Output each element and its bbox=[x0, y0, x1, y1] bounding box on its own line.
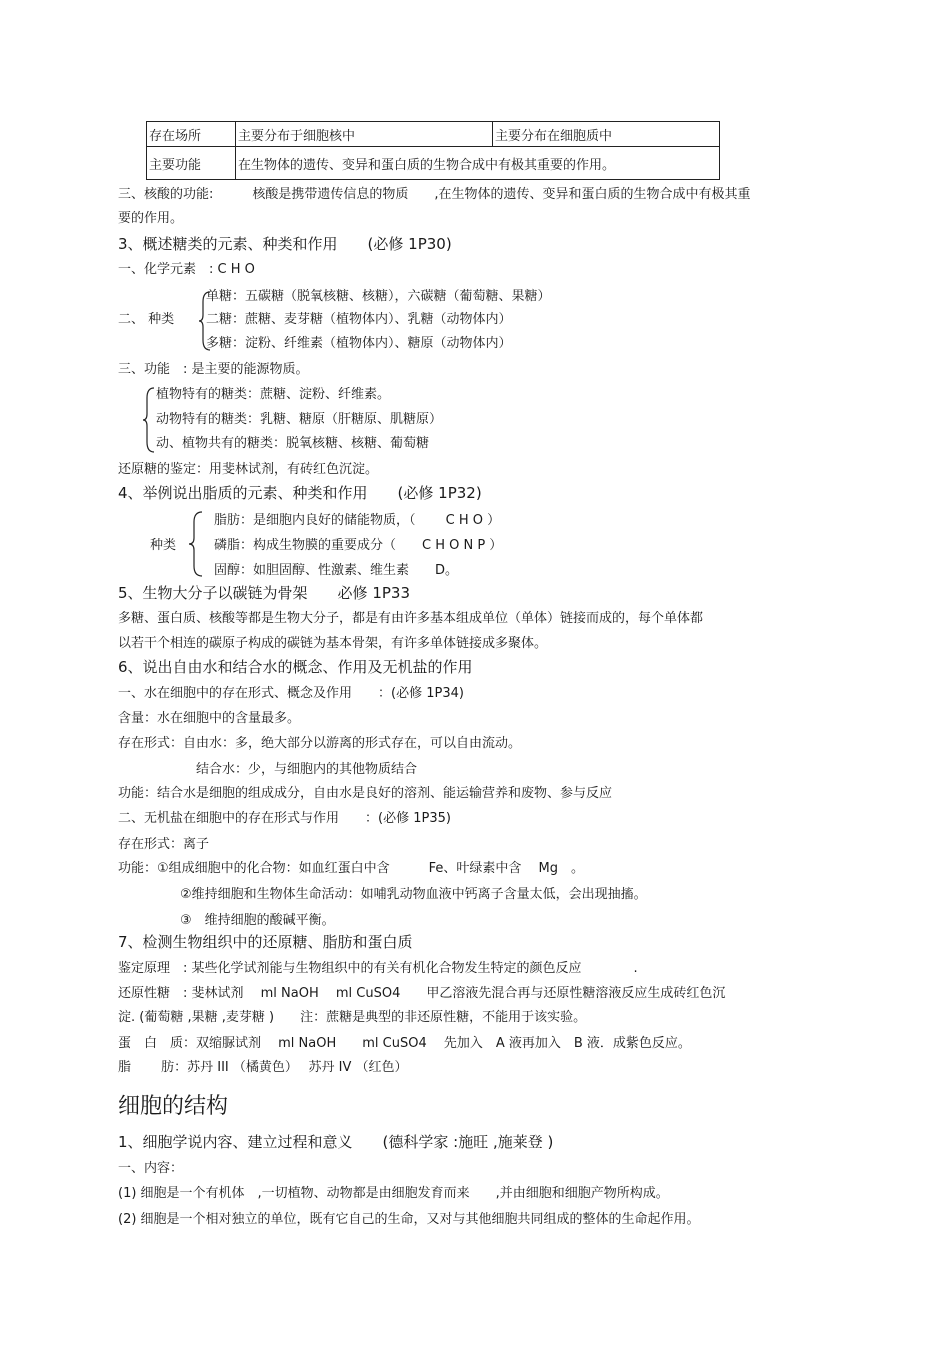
section-heading: 1、细胞学说内容、建立过程和意义 (德科学家 :施旺 ,施莱登 ) bbox=[118, 1133, 554, 1151]
text-line: 二、 种类 bbox=[118, 312, 175, 327]
text-line: 还原性糖 : 斐林试剂 ml NaOH ml CuSO4 甲乙溶液先混合再与还原性糖溶液反应生成砖红色沉 bbox=[118, 986, 726, 1001]
brace-icon bbox=[142, 386, 156, 454]
section-heading: 5、生物大分子以碳链为骨架 必修 1P33 bbox=[118, 584, 410, 602]
text-line: 单糖：五碳糖（脱氧核糖、核糖），六碳糖（葡萄糖、果糖） bbox=[206, 289, 551, 304]
brace-icon bbox=[188, 510, 204, 578]
table-cell: 在生物体的遗传、变异和蛋白质的生物合成中有极其重要的作用。 bbox=[236, 147, 720, 180]
section-heading: 4、举例说出脂质的元素、种类和作用 (必修 1P32) bbox=[118, 484, 482, 502]
text-line: 鉴定原理 : 某些化学试剂能与生物组织中的有关有机化合物发生特定的颜色反应 . bbox=[118, 961, 638, 976]
text-line: 存在形式：自由水：多，绝大部分以游离的形式存在，可以自由流动。 bbox=[118, 736, 522, 751]
section-heading: 6、说出自由水和结合水的概念、作用及无机盐的作用 bbox=[118, 658, 473, 676]
text-line: 固醇：如胆固醇、性激素、维生素 D。 bbox=[214, 563, 459, 578]
text-line: ③ 维持细胞的酸碱平衡。 bbox=[180, 913, 335, 928]
table-cell: 主要功能 bbox=[147, 147, 236, 180]
table-cell: 存在场所 bbox=[147, 122, 236, 147]
text-line: 一、水在细胞中的存在形式、概念及作用 ：(必修 1P34) bbox=[118, 686, 464, 701]
text-line: 三、核酸的功能: 核酸是携带遗传信息的物质 ,在生物体的遗传、变异和蛋白质的生物合成中有极其重 bbox=[118, 187, 751, 202]
text-line: 功能：①组成细胞中的化合物：如血红蛋白中含 Fe、叶绿素中含 Mg 。 bbox=[118, 861, 585, 876]
text-line: 动、植物共有的糖类：脱氧核糖、核糖、葡萄糖 bbox=[156, 436, 430, 451]
text-line: 一、化学元素 : C H O bbox=[118, 262, 255, 277]
text-line: ②维持细胞和生物体生命活动：如哺乳动物血液中钙离子含量太低，会出现抽搐。 bbox=[180, 887, 647, 902]
section-heading: 7、检测生物组织中的还原糖、脂肪和蛋白质 bbox=[118, 933, 413, 951]
text-line: 要的作用。 bbox=[118, 211, 184, 226]
text-line: (2) 细胞是一个相对独立的单位，既有它自己的生命，又对与其他细胞共同组成的整体的生命起作用。 bbox=[118, 1212, 700, 1227]
text-line: 功能：结合水是细胞的组成成分，自由水是良好的溶剂、能运输营养和废物、参与反应 bbox=[118, 786, 613, 801]
text-line: 磷脂：构成生物膜的重要成分（ C H O N P ） bbox=[214, 538, 503, 553]
text-line: (1) 细胞是一个有机体 ,一切植物、动物都是由细胞发育而来 ,并由细胞和细胞产物所构成。 bbox=[118, 1186, 669, 1201]
table-cell: 主要分布于细胞核中 bbox=[236, 122, 493, 147]
text-line: 以若干个相连的碳原子构成的碳链为基本骨架，有许多单体链接成多聚体。 bbox=[118, 636, 548, 651]
text-line: 脂肪：是细胞内良好的储能物质，（ C H O ） bbox=[214, 513, 501, 528]
text-line: 多糖、蛋白质、核酸等都是生物大分子，都是有由许多基本组成单位（单体）链接而成的，每个单体都 bbox=[118, 611, 704, 626]
text-line: 淀. (葡萄糖 ,果糖 ,麦芽糖 ) 注：蔗糖是典型的非还原性糖，不能用于该实验。 bbox=[118, 1010, 587, 1025]
chapter-title: 细胞的结构 bbox=[118, 1094, 229, 1119]
text-line: 存在形式：离子 bbox=[118, 837, 210, 852]
text-line: 脂 肪：苏丹 III （橘黄色） 苏丹 IV （红色） bbox=[118, 1060, 408, 1075]
text-line: 三、功能 : 是主要的能源物质。 bbox=[118, 362, 309, 377]
section-heading: 3、概述糖类的元素、种类和作用 (必修 1P30) bbox=[118, 235, 452, 253]
text-line: 动物特有的糖类：乳糖、糖原（肝糖原、肌糖原） bbox=[156, 412, 443, 427]
text-line: 还原糖的鉴定：用斐林试剂，有砖红色沉淀。 bbox=[118, 462, 379, 477]
text-line: 结合水：少，与细胞内的其他物质结合 bbox=[196, 762, 418, 777]
text-line: 二糖：蔗糖、麦芽糖（植物体内）、乳糖（动物体内） bbox=[206, 312, 512, 327]
text-line: 含量：水在细胞中的含量最多。 bbox=[118, 711, 301, 726]
table-cell: 主要分布在细胞质中 bbox=[493, 122, 720, 147]
text-line: 种类 bbox=[150, 538, 177, 553]
text-line: 多糖：淀粉、纤维素（植物体内）、糖原（动物体内） bbox=[206, 336, 512, 351]
text-line: 二、无机盐在细胞中的存在形式与作用 ：(必修 1P35) bbox=[118, 811, 451, 826]
nucleic-acid-table bbox=[146, 121, 720, 180]
text-line: 蛋 白 质：双缩脲试剂 ml NaOH ml CuSO4 先加入 A 液再加入 B 液．成紫色反应。 bbox=[118, 1036, 691, 1051]
text-line: 一、内容： bbox=[118, 1161, 184, 1176]
text-line: 植物特有的糖类：蔗糖、淀粉、纤维素。 bbox=[156, 387, 391, 402]
